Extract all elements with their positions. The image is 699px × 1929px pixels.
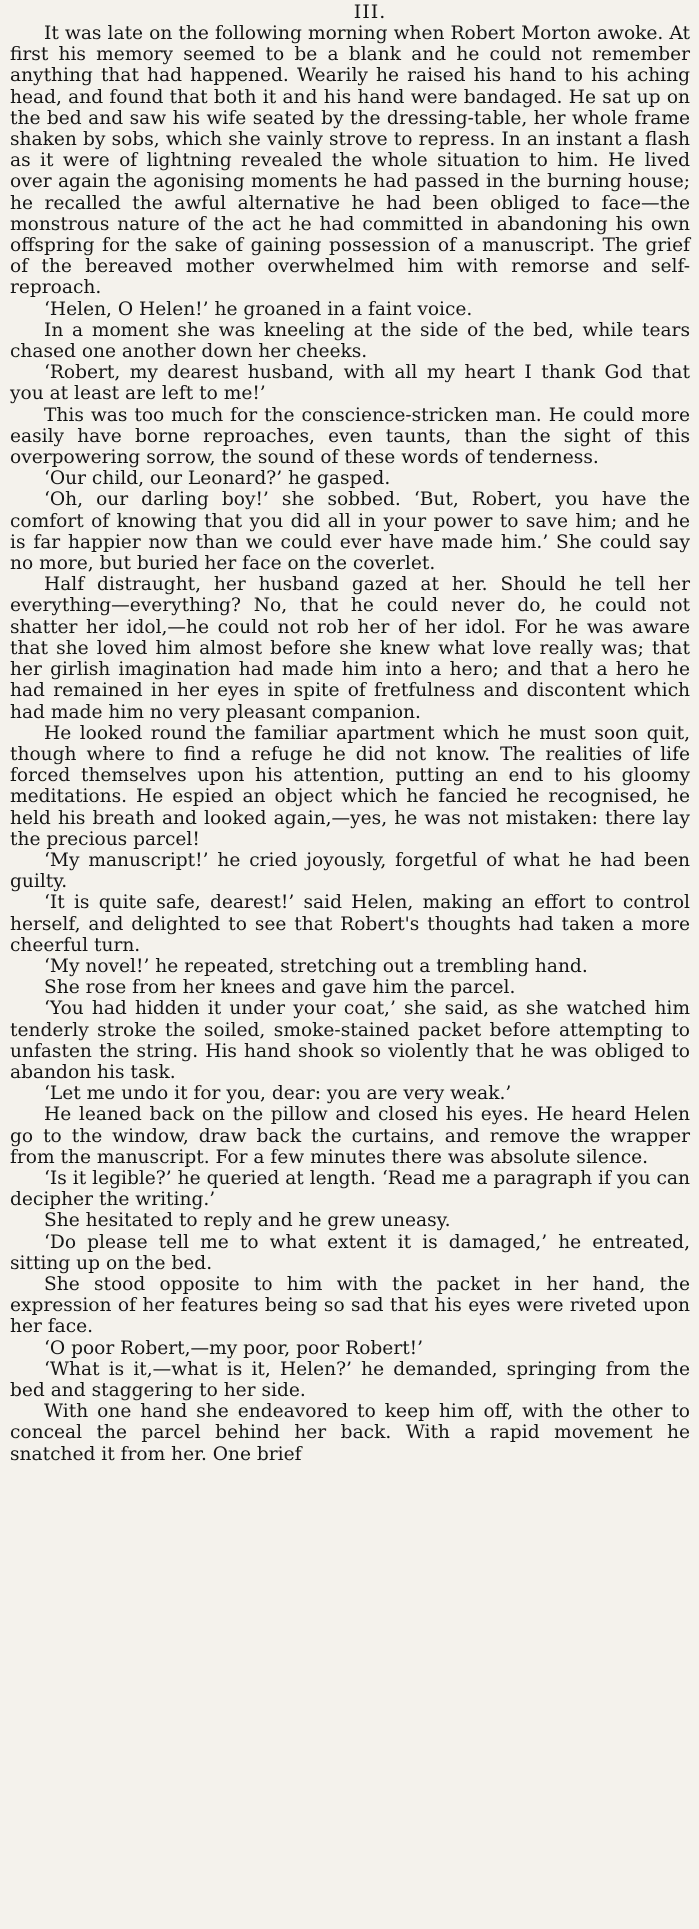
paragraph: ‘Is it legible?’ he queried at length. ‘Read me a paragraph if you can decipher the writing.’	[10, 1167, 690, 1211]
paragraph: ‘Robert, my dearest husband, with all my heart I thank God that you at least are left to me!’	[10, 362, 690, 405]
paragraph: He looked round the familiar apartment which he must soon quit, though where to find a refuge he did not know. The realities of life forced themselves upon his attention, putting an end to his gloomy meditations. He espied an object which he fancied he recognised, he held his breath and looked again,—yes, he was not mistaken: there lay the precious parcel!	[10, 722, 690, 850]
chapter-heading: III.	[353, 1, 387, 23]
paragraph: He leaned back on the pillow and closed his eyes. He heard Helen go to the window, draw back the curtains, and remove the wrapper from the manuscript. For a few minutes there was absolute silence.	[10, 1104, 690, 1168]
paragraph: ‘It is quite safe, dearest!’ said Helen, making an effort to control herself, and delighted to see that Robert's thoughts had taken a more cheerful turn.	[10, 892, 690, 956]
paragraph: It was late on the following morning when Robert Morton awoke. At first his memory seemed to be a blank and he could not remember anything that had happened. Wearily he raised his hand to his aching head, and found that both it and his hand were bandaged. He sat up on the bed and saw his wife seated by the dressing-table, her whole frame shaken by sobs, which she vainly strove to repress. In an instant a flash as it were of lightning revealed the whole situation to him. He lived over again the agonising moments he had passed in the burning house; he recalled the awful alternative he had been obliged to face—the monstrous nature of the act he had committed in abandoning his own offspring for the sake of gaining possession of a manuscript. The grief of the bereaved mother overwhelmed him with remorse and self-reproach.	[10, 23, 690, 299]
paragraph: She hesitated to reply and he grew uneasy.	[44, 1210, 451, 1232]
paragraph: ‘Let me undo it for you, dear: you are very weak.’	[44, 1083, 512, 1105]
paragraph: This was too much for the conscience-stricken man. He could more easily have borne reproaches, even taunts, than the sight of this overpowering sorrow, the sound of these words of tenderness.	[10, 404, 690, 469]
paragraph: In a moment she was kneeling at the side of the bed, while tears chased one another down her cheeks.	[10, 319, 690, 363]
paragraph: ‘Helen, O Helen!’ he groaned in a faint voice.	[44, 298, 473, 320]
paragraph: She rose from her knees and gave him the parcel.	[44, 977, 516, 999]
paragraph: ‘O poor Robert,—my poor, poor Robert!’	[44, 1337, 424, 1359]
article-column	[10, 2, 690, 1465]
paragraph: ‘My novel!’ he repeated, stretching out a trembling hand.	[44, 955, 588, 977]
paragraph: With one hand she endeavored to keep him off, with the other to conceal the parcel behind her back. With a rapid movement he snatched it from her. One brief	[10, 1401, 690, 1465]
paragraph: She stood opposite to him with the packet in her hand, the expression of her features being so sad that his eyes were riveted upon her face.	[10, 1273, 690, 1338]
paragraph: ‘Oh, our darling boy!’ she sobbed. ‘But, Robert, you have the comfort of knowing that you did all in your power to save him; and he is far happier now than we could ever have made him.’ She could say no more, but buried her face on the coverlet.	[10, 489, 690, 575]
paragraph: ‘Do please tell me to what extent it is damaged,’ he entreated, sitting up on the bed.	[10, 1231, 690, 1274]
paragraph: ‘My manuscript!’ he cried joyously, forgetful of what he had been guilty.	[10, 849, 690, 893]
paragraph: ‘What is it,—what is it, Helen?’ he demanded, springing from the bed and staggering to her side.	[10, 1358, 690, 1401]
paragraph: ‘Our child, our Leonard?’ he gasped.	[44, 468, 391, 490]
paragraph: ‘You had hidden it under your coat,’ she said, as she watched him tenderly stroke the soiled, smoke-stained packet before attempting to unfasten the string. His hand shook so violently that he was obliged to abandon his task.	[10, 998, 690, 1083]
paragraph: Half distraught, her husband gazed at her. Should he tell her everything—everything? No, that he could never do, he could not shatter her idol,—he could not rob her of her idol. For he was aware that she loved him almost before she knew what love really was; that her girlish imagination had made him into a hero; and that a hero he had remained in her eyes in spite of fretfulness and discontent which had made him no very pleasant companion.	[10, 574, 690, 723]
